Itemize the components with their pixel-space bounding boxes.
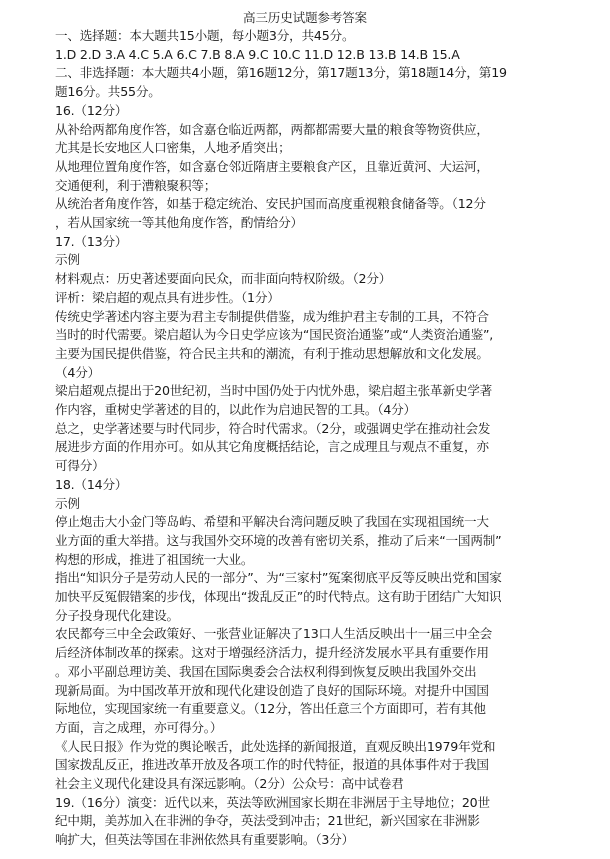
text-line: 业方面的重大举措。这与我国外交环境的改善有密切关系，推动了后来“一国两制” [55, 532, 502, 548]
text-line: 梁启超观点提出于20世纪初，当时中国仍处于内忧外患，梁启超主张革新史学著 [55, 383, 493, 399]
text-line: 二、非选择题：本大题共4小题，第16题12分，第17题13分，第18题14分，第19 [55, 65, 507, 81]
text-line: 响扩大，但英法等国在非洲依然具有重要影响。（3分） [55, 832, 354, 848]
text-line: 交通便利，利于漕粮聚积等； [55, 177, 217, 193]
text-line: 可得分） [55, 458, 105, 474]
text-line: 停止炮击大小金门等岛屿、希望和平解决台湾问题反映了我国在实现祖国统一大 [55, 514, 489, 530]
text-line: 国家拨乱反正，推进改革开放及各项工作的时代特征，报道的具体事件对于我国 [55, 757, 489, 773]
page-title: 高三历史试题参考答案 [243, 10, 367, 25]
text-line: 作内容，重树史学著述的目的，以此作为启迪民智的工具。（4分） [55, 402, 416, 417]
text-line: 示例 [55, 495, 80, 511]
text-line: 现新局面。为中国改革开放和现代化建设创造了良好的国际环境。对提升中国国 [55, 682, 489, 698]
text-line: 尤其是长安地区人口密集，人地矛盾突出； [55, 140, 291, 156]
text-line: 16.（12分） [55, 102, 128, 118]
text-line: （4分） [55, 364, 100, 380]
text-line: 1.D 2.D 3.A 4.C 5.A 6.C 7.B 8.A 9.C 10.C 11.D 12.B 13.B 14.B 15.A [55, 46, 460, 62]
text-line: 构想的形成，推进了祖国统一大业。 [55, 551, 254, 567]
text-line: 方面，言之成理，亦可得分。） [55, 719, 223, 735]
text-line: 际地位，实现国家统一有重要意义。（12分，答出任意三个方面即可，若有其他 [55, 701, 486, 717]
text-line: 题16分。共55分。 [55, 84, 161, 100]
text-line: 17.（13分） [55, 233, 128, 249]
text-line: 总之，史学著述要与时代同步，符合时代需求。（2分，或强调史学在推动社会发 [55, 420, 491, 436]
text-line: 从地理位置角度作答，如含嘉仓邻近隋唐主要粮食产区，且靠近黄河、大运河， [55, 158, 489, 174]
text-line: 当时的时代需要。梁启超认为今日史学应该为“国民资治通鉴”或“人类资治通鉴”, [55, 327, 494, 343]
text-line: 评析：梁启超的观点具有进步性。（1分） [55, 289, 280, 305]
text-line: 主要为国民提供借鉴，符合民主共和的潮流，有利于推动思想解放和文化发展。 [55, 345, 489, 361]
text-line: 展进步方面的作用亦可。如从其它角度概括结论，言之成理且与观点不重复，亦 [55, 439, 489, 455]
text-line: 农民都夸三中全会政策好、一张营业证解决了13口人生活反映出十一届三中全会 [55, 626, 493, 642]
text-line: 。邓小平副总理访美、我国在国际奥委会合法权利得到恢复反映出我国外交出 [55, 663, 477, 679]
text-line: 示例 [55, 252, 80, 268]
text-line: 加快平反冤假错案的步伐，体现出“拨乱反正”的时代特点。这有助于团结广大知识 [55, 589, 502, 604]
text-line: 后经济体制改革的探索。这对于增强经济活力，提升经济发展水平具有重要作用 [55, 645, 489, 661]
text-line: 社会主义现代化建设具有深远影响。（2分）公众号：高中试卷君 [55, 776, 404, 791]
text-line: 从补给两都角度作答，如含嘉仓临近两都，两都都需要大量的粮食等物资供应， [55, 121, 489, 137]
text-line: ，若从国家统一等其他角度作答，酌情给分） [55, 215, 303, 230]
text-line: 一、选择题：本大题共15小题，每小题3分，共45分。 [55, 28, 355, 43]
text-line: 《人民日报》作为党的舆论喉舌，此处选择的新闻报道，直观反映出1979年党和 [55, 738, 496, 754]
text-line: 18.（14分） [55, 476, 128, 492]
text-line: 指出“知识分子是劳动人民的一部分”、为“三家村”冤案彻底平反等反映出党和国家 [55, 570, 502, 586]
text-line: 纪中期，美苏加入在非洲的争夺，英法受到冲击；21世纪，新兴国家在非洲影 [55, 813, 480, 829]
text-line: 19.（16分）演变：近代以来，英法等欧洲国家长期在非洲居于主导地位；20世 [55, 794, 490, 810]
text-line: 材料观点：历史著述要面向民众，而非面向特权阶级。（2分） [55, 271, 392, 287]
text-line: 传统史学著述内容主要为君主专制提供借鉴，成为维护君主专制的工具，不符合 [55, 308, 489, 324]
text-line: 分子投身现代化建设。 [55, 607, 179, 623]
text-line: 从统治者角度作答，如基于稳定统治、安民护国而高度重视粮食储备等。（12分 [55, 196, 486, 212]
